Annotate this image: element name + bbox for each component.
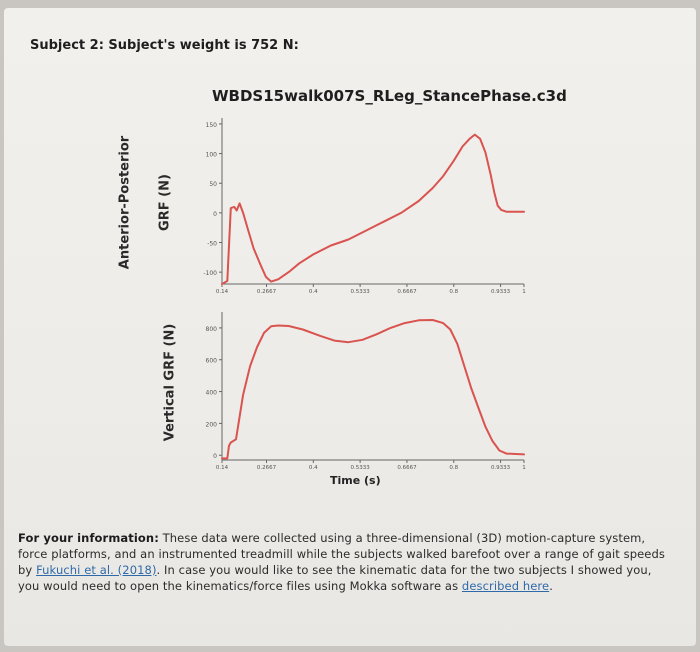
top-chart-ylabel-line2: GRF (N): [157, 174, 173, 231]
bottom-chart-xlabel: Time (s): [330, 474, 381, 487]
info-body-1: These data were collected using a three-dimensional (3D) motion-capture system, force platforms, and an instrumented treadmill while the subjects walked barefoot over a range of gait speeds by: [18, 531, 665, 577]
ap-xtick-label: 0.14: [215, 289, 229, 295]
ap-ytick-label: 50: [209, 181, 217, 189]
vert-xtick-label: 0.6667: [397, 465, 417, 471]
vert-ytick-label: 400: [205, 389, 217, 397]
plot-title: WBDS15walk007S_RLeg_StancePhase.c3d: [212, 87, 567, 105]
fukuchi-link[interactable]: Fukuchi et al. (2018): [36, 563, 157, 577]
ap-xtick-label: 0.6667: [397, 289, 417, 295]
vert-series-line: [222, 320, 524, 458]
ap-series-line: [222, 135, 524, 284]
ap-grf-chart: [203, 118, 525, 295]
vert-xtick-label: 0.8: [449, 465, 459, 471]
ap-xtick-label: 0.8: [449, 289, 459, 295]
subject-heading: Subject 2: Subject's weight is 752 N:: [30, 38, 299, 53]
info-body-3: .: [549, 579, 553, 593]
top-chart-ylabel-line1: Anterior-Posterior: [117, 135, 133, 270]
described-here-link[interactable]: described here: [461, 579, 550, 593]
vert-ytick-label: 200: [205, 421, 217, 429]
ap-xtick-label: 0.2667: [256, 289, 277, 295]
info-lead: For your information:: [18, 531, 159, 545]
vert-ytick-label: 800: [205, 325, 217, 333]
ap-ytick-label: 0: [213, 210, 217, 218]
ap-ytick-label: 150: [205, 121, 217, 129]
vert-xtick-label: 0.9333: [490, 465, 511, 471]
ap-xtick-label: 1: [522, 289, 526, 295]
vert-xtick-label: 0.2667: [256, 465, 277, 471]
info-paragraph: [18, 530, 670, 594]
info-body-2: . In case you would like to see the kinematic data for the two subjects I showed you, you would need to open the kinematics/force files using Mokka software as: [18, 563, 652, 593]
vert-ytick-label: 0: [213, 453, 217, 461]
ap-xtick-label: 0.9333: [490, 289, 511, 295]
vert-ytick-label: 600: [205, 357, 217, 365]
ap-xtick-label: 0.5333: [350, 289, 370, 295]
vert-xtick-label: 0.14: [215, 465, 229, 471]
ap-ytick-label: 100: [205, 151, 217, 159]
ap-ytick-label: -50: [207, 240, 217, 248]
vert-xtick-label: 1: [522, 465, 526, 471]
vertical-grf-chart: [206, 312, 526, 471]
ap-ytick-label: -100: [203, 270, 217, 278]
ap-xtick-label: 0.4: [308, 289, 318, 295]
vert-xtick-label: 0.5333: [350, 465, 370, 471]
vert-xtick-label: 0.4: [308, 465, 318, 471]
bottom-chart-ylabel: Vertical GRF (N): [162, 323, 178, 442]
